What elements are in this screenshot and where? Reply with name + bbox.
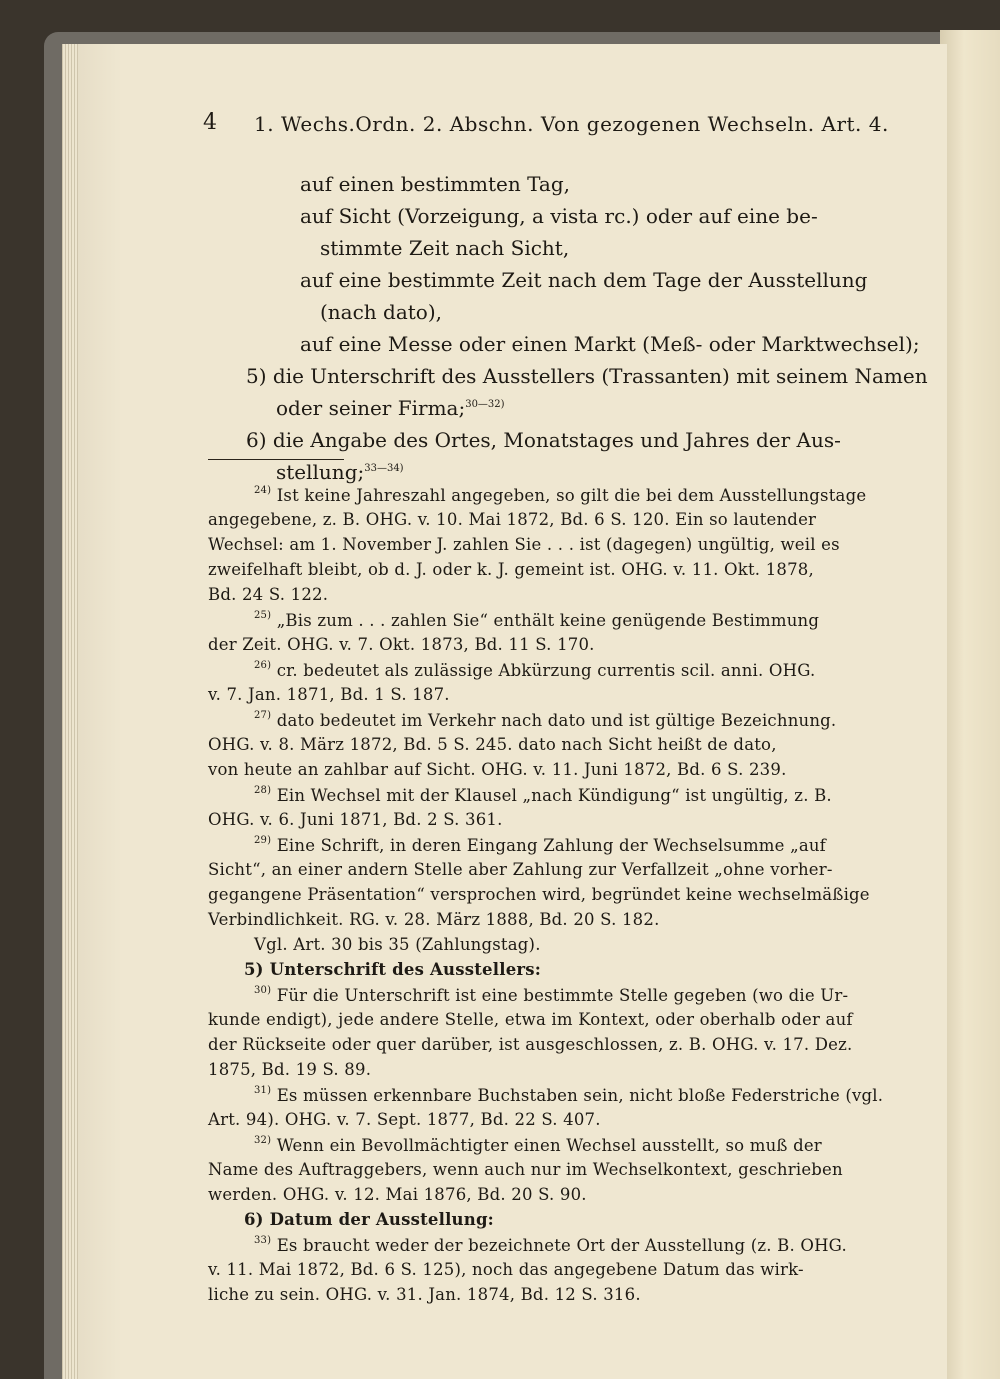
footnote-line: 1875, Bd. 19 S. 89. — [208, 1060, 372, 1079]
footnote-line: v. 11. Mai 1872, Bd. 6 S. 125), noch das angegebene Datum das wirk- — [208, 1260, 804, 1279]
body-line — [276, 460, 404, 484]
footnote-line: gegangene Präsentation“ versprochen wird, begründet keine wechselmäßige — [208, 885, 870, 904]
section-heading: 5) Unterschrift des Ausstellers: — [244, 960, 542, 979]
footnote-line: v. 7. Jan. 1871, Bd. 1 S. 187. — [208, 685, 450, 704]
body-line: auf einen bestimmten Tag, — [300, 172, 570, 196]
footnote-ref: 30—32) — [465, 399, 505, 410]
footnote-line: der Rückseite oder quer darüber, ist ausgeschlossen, z. B. OHG. v. 17. Dez. — [208, 1035, 853, 1054]
footnote-text: dato bedeutet im Verkehr nach dato und ist gültige Bezeichnung. — [276, 711, 837, 730]
footnote-line: kunde endigt), jede andere Stelle, etwa im Kontext, oder oberhalb oder auf — [208, 1010, 853, 1029]
footnote-line: angegebene, z. B. OHG. v. 10. Mai 1872, Bd. 6 S. 120. Ein so lautender — [208, 510, 817, 529]
footnote-line: Wechsel: am 1. November J. zahlen Sie . . . ist (dagegen) ungültig, weil es — [208, 535, 840, 554]
footnote-number: 25) — [254, 610, 272, 621]
footnote-line — [254, 660, 815, 680]
footnote-line: Sicht“, an einer andern Stelle aber Zahlung zur Verfallzeit „ohne vorher- — [208, 860, 833, 879]
body-line: stimmte Zeit nach Sicht, — [320, 236, 570, 260]
footnote-text: Ein Wechsel mit der Klausel „nach Kündigung“ ist ungültig, z. B. — [276, 786, 832, 805]
body-text: stellung; — [276, 460, 365, 484]
footnote-number: 32) — [254, 1135, 272, 1146]
body-line: auf Sicht (Vorzeigung, a vista rc.) oder auf eine be- — [300, 204, 818, 228]
footnote-text: Es braucht weder der bezeichnete Ort der Ausstellung (z. B. OHG. — [276, 1236, 847, 1255]
footnote-line: Vgl. Art. 30 bis 35 (Zahlungstag). — [254, 935, 541, 954]
running-title: 1. Wechs.Ordn. 2. Abschn. Von gezogenen Wechseln. Art. 4. — [254, 112, 889, 136]
body-line: 5) die Unterschrift des Ausstellers (Trassanten) mit seinem Namen — [246, 364, 928, 388]
footnote-text: cr. bedeutet als zulässige Abkürzung currentis scil. anni. OHG. — [276, 661, 816, 680]
footnote-line — [254, 1135, 822, 1155]
body-line: auf eine bestimmte Zeit nach dem Tage der Ausstellung — [300, 268, 868, 292]
footnote-line: OHG. v. 8. März 1872, Bd. 5 S. 245. dato nach Sicht heißt de dato, — [208, 735, 777, 754]
footnote-number: 26) — [254, 660, 272, 671]
footnote-number: 28) — [254, 785, 272, 796]
page-number: 4 — [203, 110, 217, 135]
body-line: 6) die Angabe des Ortes, Monatstages und Jahres der Aus- — [246, 428, 841, 452]
footnote-text: „Bis zum . . . zahlen Sie“ enthält keine genügende Bestimmung — [276, 611, 820, 630]
section-heading: 6) Datum der Ausstellung: — [244, 1210, 494, 1229]
footnote-line: Verbindlichkeit. RG. v. 28. März 1888, Bd. 20 S. 182. — [208, 910, 660, 929]
body-text: oder seiner Firma; — [276, 396, 466, 420]
footnote-line — [254, 1235, 847, 1255]
footnote-line: von heute an zahlbar auf Sicht. OHG. v. 11. Juni 1872, Bd. 6 S. 239. — [208, 760, 787, 779]
footnote-line — [254, 785, 832, 805]
footnote-text: Ist keine Jahreszahl angegeben, so gilt die bei dem Ausstellungstage — [276, 486, 867, 505]
footnote-line — [254, 835, 826, 855]
body-line: auf eine Messe oder einen Markt (Meß- oder Marktwechsel); — [300, 332, 920, 356]
page-gutter — [62, 44, 78, 1379]
footnote-line: Name des Auftraggebers, wenn auch nur im Wechselkontext, geschrieben — [208, 1160, 843, 1179]
footnote-separator — [208, 459, 344, 460]
footnote-number: 29) — [254, 835, 272, 846]
footnote-number: 31) — [254, 1085, 272, 1096]
footnote-text: Eine Schrift, in deren Eingang Zahlung der Wechselsumme „auf — [276, 836, 826, 855]
footnote-ref: 33—34) — [364, 463, 404, 474]
body-line — [276, 396, 505, 420]
footnote-line — [254, 710, 836, 730]
footnote-line — [254, 485, 866, 505]
body-line: (nach dato), — [320, 300, 443, 324]
footnote-number: 30) — [254, 985, 272, 996]
footnote-text: Es müssen erkennbare Buchstaben sein, nicht bloße Federstriche (vgl. — [276, 1086, 884, 1105]
footnote-number: 33) — [254, 1235, 272, 1246]
footnote-text: Wenn ein Bevollmächtigter einen Wechsel ausstellt, so muß der — [276, 1136, 822, 1155]
footnote-line: liche zu sein. OHG. v. 31. Jan. 1874, Bd. 12 S. 316. — [208, 1285, 641, 1304]
footnote-number: 27) — [254, 710, 272, 721]
footnote-number: 24) — [254, 485, 272, 496]
footnote-line — [254, 985, 848, 1005]
footnote-line: Bd. 24 S. 122. — [208, 585, 329, 604]
footnote-line: OHG. v. 6. Juni 1871, Bd. 2 S. 361. — [208, 810, 503, 829]
footnote-line: Art. 94). OHG. v. 7. Sept. 1877, Bd. 22 S. 407. — [208, 1110, 601, 1129]
footnote-line: werden. OHG. v. 12. Mai 1876, Bd. 20 S. 90. — [208, 1185, 587, 1204]
book-page-edge — [940, 30, 1000, 1379]
footnote-text: Für die Unterschrift ist eine bestimmte Stelle gegeben (wo die Ur- — [276, 986, 849, 1005]
footnote-line — [254, 610, 819, 630]
footnote-line: der Zeit. OHG. v. 7. Okt. 1873, Bd. 11 S. 170. — [208, 635, 595, 654]
footnote-line: zweifelhaft bleibt, ob d. J. oder k. J. gemeint ist. OHG. v. 11. Okt. 1878, — [208, 560, 814, 579]
footnote-line — [254, 1085, 883, 1105]
